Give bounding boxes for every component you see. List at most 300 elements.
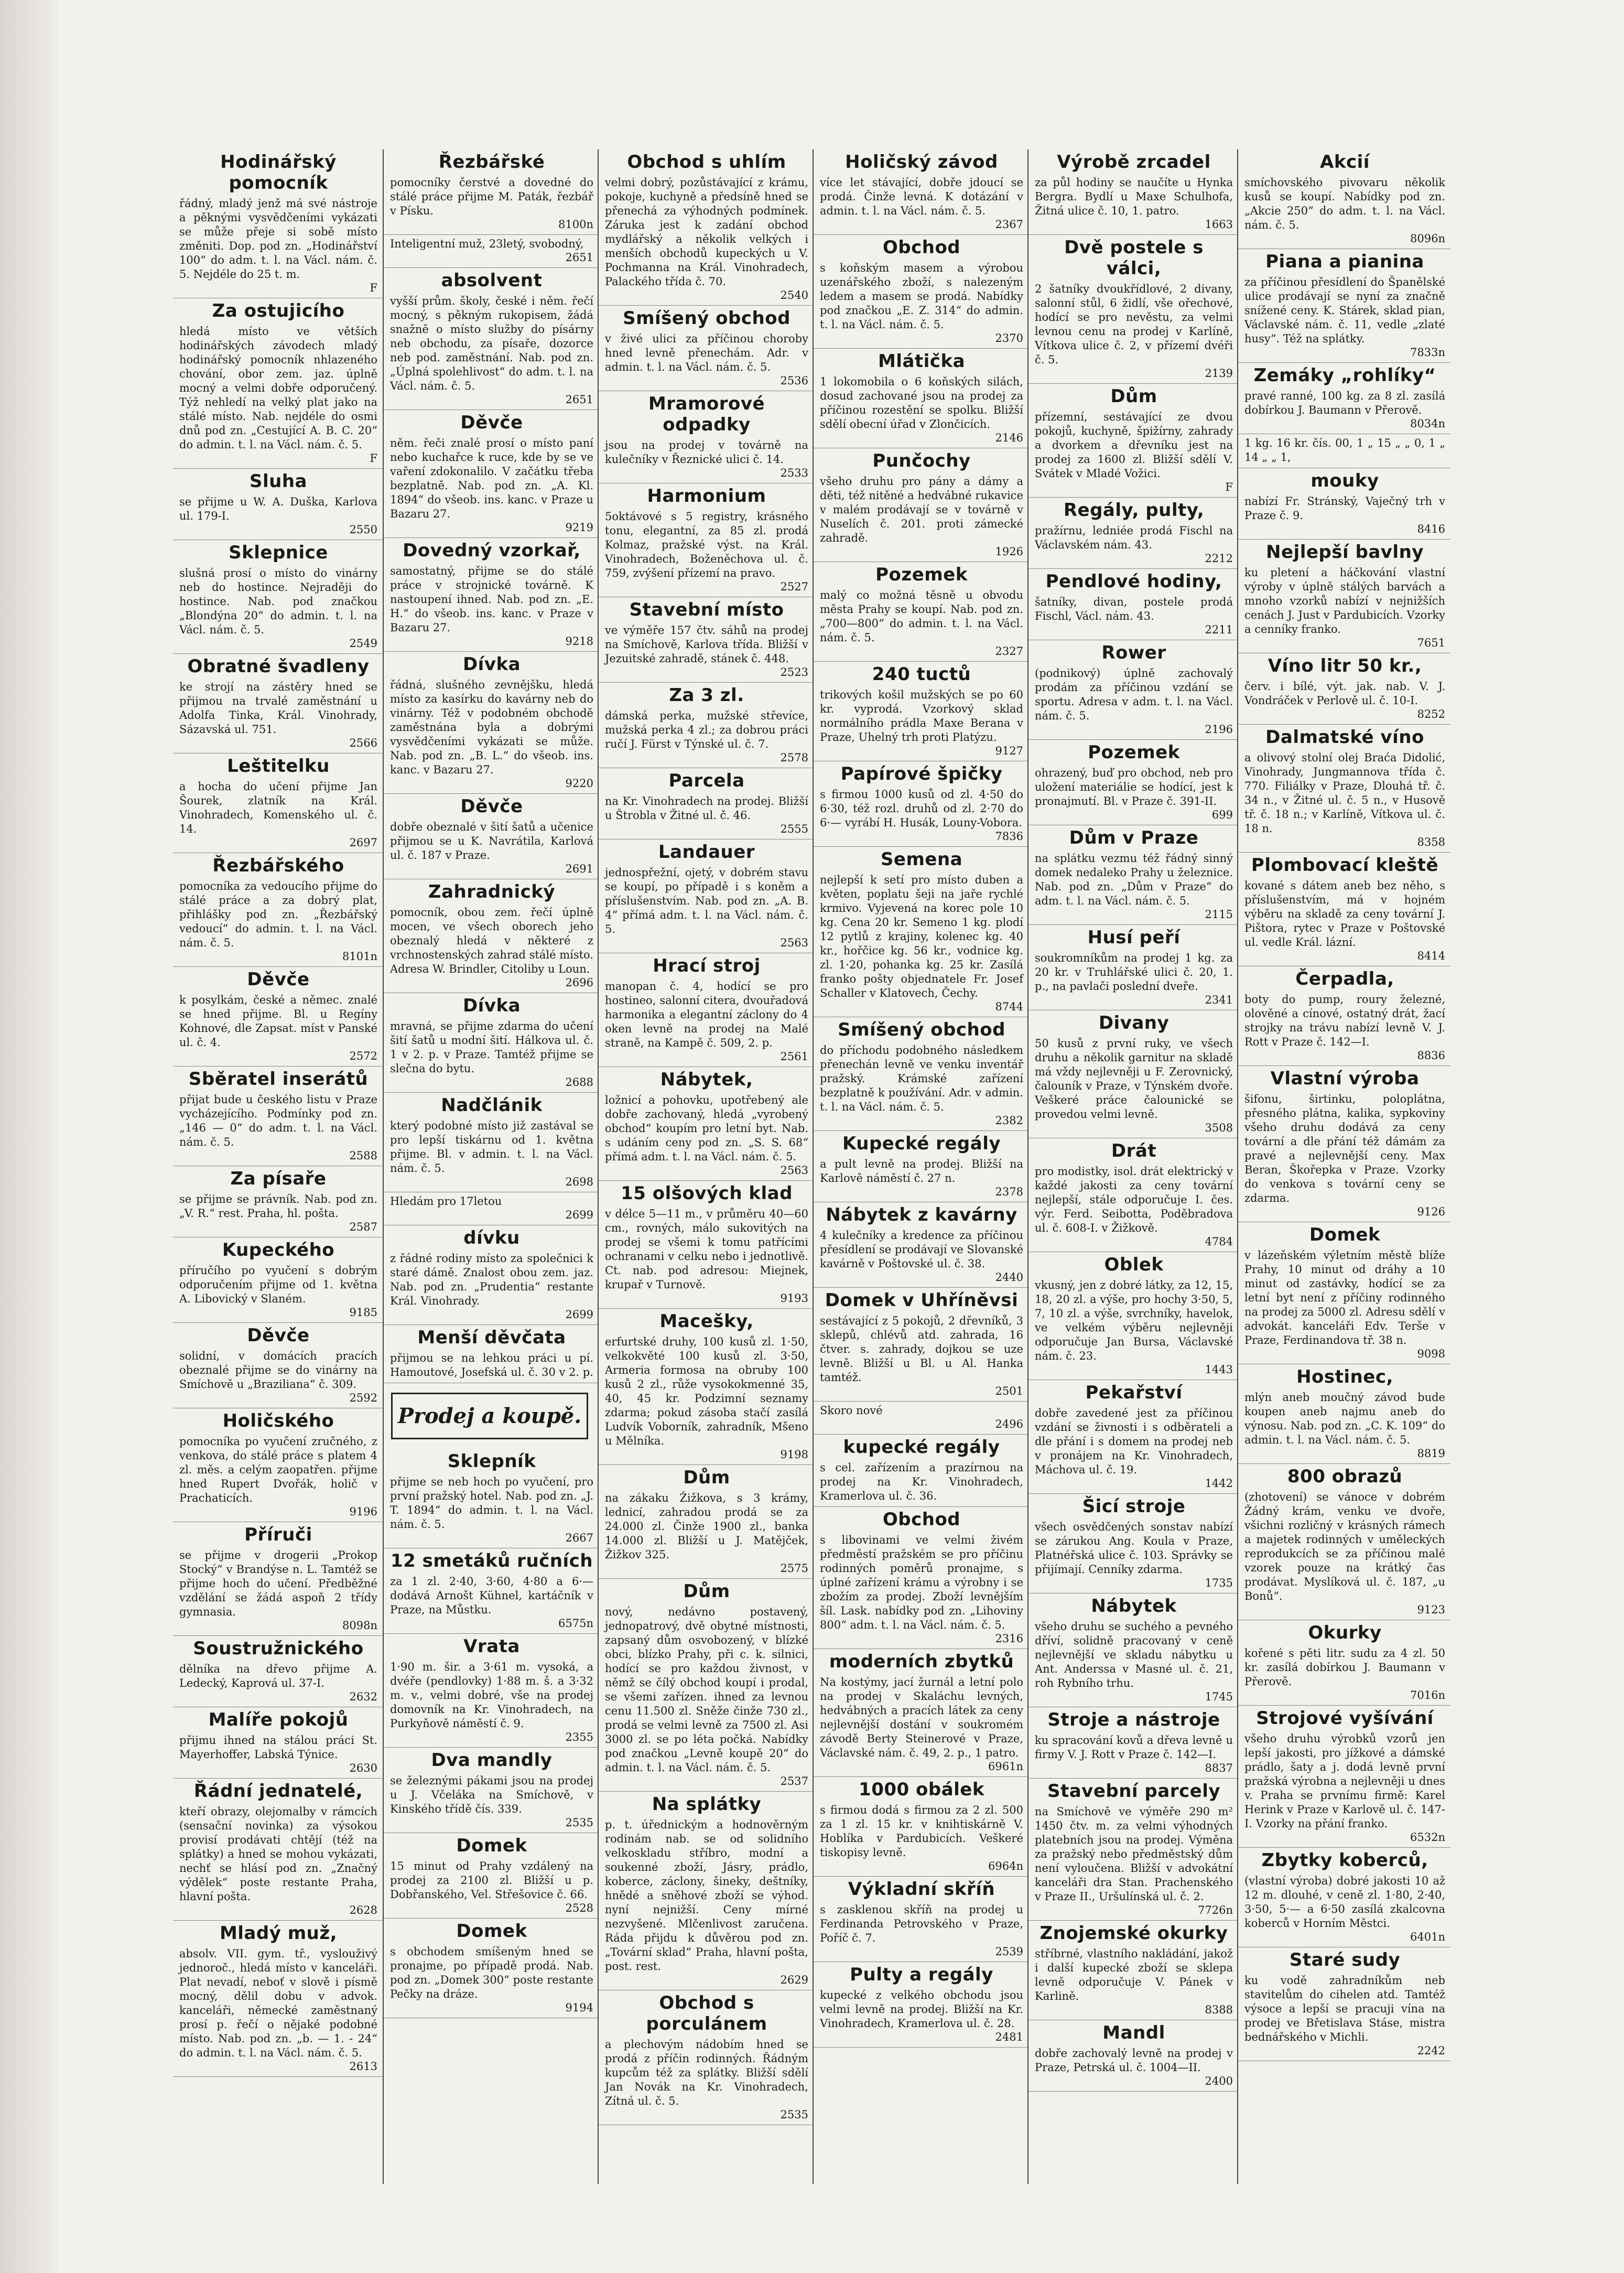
classified-ad — [1238, 540, 1450, 653]
ad-reference-number: 2555 — [780, 823, 808, 835]
classified-ad — [814, 1649, 1028, 1777]
ad-title: moderních zbytků — [829, 1651, 1014, 1672]
ad-reference-number: F — [1225, 481, 1233, 493]
ad-reference-number: 2667 — [565, 1532, 593, 1544]
ad-text: vkusný, jen z dobré látky, za 12, 15, 18, 20 zl. a výše, pro hochy 3·50, 5, 7, 10 zl. a výše, svrchníky, havelok, ve velkém výběru nejlevněji odporučuje Jan Bursa, Václavské nám. č. 23. — [1035, 1279, 1233, 1362]
classified-ad — [814, 1962, 1028, 2048]
ad-text: se přijme se právník. Nab. pod zn. „V. R.“ rest. Praha, hl. pošta. — [179, 1193, 377, 1220]
ad-title: Dům v Praze — [1069, 827, 1199, 848]
ad-reference-number: 6575n — [558, 1617, 593, 1630]
classified-ad — [599, 1309, 814, 1465]
ad-reference-number: F — [370, 282, 377, 294]
ad-title: Akcií — [1320, 152, 1370, 173]
classified-ad — [384, 1919, 599, 2018]
ad-title: Znojemské okurky — [1040, 1923, 1228, 1944]
ad-title: Výkladní skříň — [848, 1879, 995, 1900]
ad-reference-number: 1442 — [1205, 1477, 1233, 1490]
classified-ad — [1028, 235, 1238, 384]
ad-text: boty do pump, roury železné, olověné a cínové, ostatný drát, žací strojky na trávu nabízí levně V. J. Rott v Praze č. 142—I. — [1244, 993, 1445, 1048]
ad-title: Hostinec, — [1296, 1366, 1393, 1387]
classified-ad — [1028, 149, 1238, 235]
ad-reference-number: 8837 — [1205, 1762, 1233, 1774]
ad-text: ohrazený, buď pro obchod, neb pro uložení materiálie se hodící, jest k pronajmutí. Bl. v Praze č. 391-II. — [1035, 767, 1233, 807]
ad-reference-number: 6532n — [1410, 1831, 1445, 1844]
ad-text: erfurtské druhy, 100 kusů zl. 1·50, velkokvěté 100 kusů zl. 3·50, Armeria formosa na obruby 100 kusů 2 zl., růže vysokokmenné 35, 40, 45 kr. Podzimní seznamy zdarma; pokud zásoba stačí zasílá Ludvík Voborník, zahradník, Mšeno u Mělníka. — [605, 1335, 808, 1447]
ad-text: hledá místo ve větších hodinářských závodech mladý hodinářský pomocník nhlazeného chování, obor zem. jaz. úplně mocný a velmi dobře odporučený. Týž nehledí na velký plat jako na stálé místo. Nab. nejdéle do osmi dnů pod zn. „Cestující A. B. C. 20“ do admin. t. l. na Václ. nám. č. 5. — [179, 325, 377, 451]
classified-ad — [384, 1093, 599, 1192]
ad-text: na splátku vezmu též řádný sinný domek nedaleko Prahy u železnice. Nab. pod zn. „Dům v Praze“ do adm. t. l. na Václ. nám. č. 5. — [1035, 852, 1233, 907]
ad-text: 2 šatníky dvoukřídlové, 2 divany, salonní stůl, 6 židlí, vše ořechové, hodící se pro nevěstu, za velmi levnou cenu na prodej v Karlíně, Vítkova ulice č. 2, v přízemí dvéři č. 5. — [1035, 283, 1233, 366]
ad-text: přízemní, sestávající ze dvou pokojů, kuchyně, špižírny, zahrady a dvorkem a dřevníku jest na prodej za 1600 zl. Bližší sdělí V. Svátek v Mladé Vožici. — [1035, 411, 1233, 480]
ad-reference-number: 2698 — [565, 1176, 593, 1188]
ad-text: 1 lokomobila o 6 koňských silách, dosud zachované jsou na prodej za příčinou rozestění se spolku. Bližší sdělí obecní úřad v Zlončicích. — [820, 375, 1023, 430]
ad-reference-number: 2691 — [565, 863, 593, 875]
ad-reference-number: 3508 — [1205, 1122, 1233, 1134]
classified-ad — [173, 298, 383, 469]
classified-ad — [384, 1634, 599, 1748]
classified-ad — [814, 1877, 1028, 1962]
classified-ad — [1238, 966, 1450, 1066]
column-3 — [598, 149, 814, 2184]
ad-title: Dalmatské víno — [1265, 727, 1424, 748]
classified-ad — [384, 993, 599, 1093]
classified-ad — [599, 768, 814, 839]
column-6 — [1237, 149, 1450, 2184]
ad-reference-number: 9219 — [565, 521, 593, 534]
classified-ad — [173, 1921, 383, 2077]
ad-text: přijmu ihned na stálou práci St. Mayerhoffer, Labská Týnice. — [179, 1734, 377, 1761]
ad-text: dobře obeznalé v šití šatů a učenice přijmou se u K. Navrátila, Karlová ul. č. 187 v Praze. — [390, 821, 593, 861]
ad-text: na Smíchově ve výměře 290 m² 1450 čtv. m. za velmi výhodných platebních jsou na prodej. Výměna za pražský nebo předměstský dům není vyloučena. Bližší v advokátní kanceláři dra Stan. Prachenského v Praze II., Uršulínská ul. č. 2. — [1035, 1805, 1233, 1903]
classified-ad — [1238, 1222, 1450, 1364]
classified-ad — [814, 562, 1028, 662]
ad-reference-number: 2211 — [1205, 623, 1233, 636]
ad-text: a pult levně na prodej. Bližší na Karlově náměstí č. 27 n. — [820, 1158, 1023, 1184]
classified-ad — [173, 1636, 383, 1707]
classified-ad — [1238, 653, 1450, 725]
ad-reference-number: 2537 — [780, 1775, 808, 1787]
ad-title: Oblek — [1104, 1254, 1164, 1275]
ad-reference-number: 2115 — [1205, 908, 1233, 921]
classified-ad — [173, 1067, 383, 1166]
ad-text: nabízí Fr. Stránský, Vaječný trh v Praze č. 9. — [1244, 495, 1445, 522]
ad-title: Menší děvčata — [417, 1327, 566, 1348]
ad-title: Děvče — [460, 796, 523, 817]
ad-title: Sběratel inserátů — [188, 1069, 369, 1090]
ad-reference-number: 8098n — [342, 1619, 377, 1632]
ad-title: Mlátička — [878, 351, 966, 372]
ad-title: Dívka — [462, 654, 521, 675]
ad-title: Drát — [1111, 1140, 1157, 1161]
ad-title: Macešky, — [659, 1311, 754, 1332]
classified-ad — [1028, 825, 1238, 925]
ad-reference-number: 2440 — [995, 1271, 1023, 1284]
ad-text: pomocníka po vyučení zručného, z venkova, do stálé práce s platem 4 zl. měs. a celým zaopatřen. přijme hned Rupert Dvořák, holič v Prachaticích. — [179, 1435, 377, 1504]
ad-text: se přijme u W. A. Duška, Karlova ul. 179-I. — [179, 495, 377, 522]
ad-title: Děvče — [247, 1325, 310, 1346]
ad-title: Nábytek, — [660, 1069, 753, 1090]
ad-text: ku pletení a háčkování vlastní výroby v úplně stálých barvách a mnoho vzorků nabízí v nejnižších cenách J. Just v Pardubicích. Vzorky a cenníky franko. — [1244, 566, 1445, 635]
classified-ad — [814, 662, 1028, 761]
classified-ad — [599, 1465, 814, 1579]
ad-text: dámská perka, mužské střevíce, mužská perka 4 zl.; za dobrou práci ručí J. Fürst v Týnské ul. č. 7. — [605, 709, 808, 750]
ad-title: Obchod — [882, 1509, 961, 1530]
ad-title: Řezbářské — [438, 152, 545, 173]
ad-reference-number: 2699 — [565, 1209, 593, 1221]
ad-title: Leštitelku — [227, 756, 330, 777]
ad-title: Řezbářského — [212, 855, 344, 876]
ad-title: Děvče — [460, 412, 523, 433]
ad-text: manopan č. 4, hodící se pro hostineo, salonní citera, dvouřadová harmonika a elegantní záclony do 4 oken levně na prodej na Malé straně, na Kampě č. 509, 2. p. — [605, 980, 808, 1049]
ad-text: velmi dobrý, pozůstávající z krámu, pokoje, kuchyně a předsíně hned se přenechá za výhodných podmínek. Záruka jest k zadání obchod mydlářský a několik velkých i menších obchodů kupeckých u V. Pochmanna na Král. Vinohradech, Palackého třída č. 70. — [605, 176, 808, 288]
ad-text: mlýn aneb moučný závod bude koupen aneb najmu aneb do výnosu. Nab. pod zn. „C. K. 109“ do admin. t. l. na Václ. nám. č. 5. — [1244, 1391, 1445, 1446]
ad-text: 1 kg. 16 kr. čís. 00, 1 „ 15 „ „ 0, 1 „ 14 „ „ 1, — [1244, 437, 1445, 464]
classified-ad — [173, 1323, 383, 1408]
ad-title: Sklepnice — [229, 542, 328, 563]
classified-ad — [1238, 149, 1450, 249]
ad-reference-number: F — [370, 452, 377, 465]
classified-ad — [814, 1507, 1028, 1649]
ad-title: Kupecké regály — [842, 1133, 1001, 1154]
classified-ad — [1238, 1620, 1450, 1706]
ad-title: Parcela — [668, 770, 745, 791]
classified-ad — [599, 597, 814, 683]
ad-title: Semena — [880, 849, 963, 870]
ad-title: Pendlové hodiny, — [1045, 571, 1222, 592]
ad-text: stříbrné, vlastního nakládání, jakož i další kupecké zboží se sklepa levně odporučuje V. Pánek v Karlině. — [1035, 1947, 1233, 2002]
column-2 — [383, 149, 599, 2184]
classified-ad — [173, 469, 383, 540]
column-5 — [1027, 149, 1238, 2184]
classified-ad — [1238, 1947, 1450, 2061]
ad-text: v živé ulici za příčinou choroby hned levně přenechám. Adr. v admin. t. l. na Václ. nám. č. 5. — [605, 332, 808, 373]
classified-ad — [384, 1225, 599, 1325]
ad-text: malý co možná těsně u obvodu města Prahy se koupí. Nab. pod zn. „700—800“ do admin. t. l. na Václ. nám. č. 5. — [820, 589, 1023, 644]
ad-reference-number: 2496 — [995, 1418, 1023, 1430]
classified-ad — [1028, 1380, 1238, 1494]
ad-title: Sklepník — [447, 1451, 536, 1472]
ad-text: a olivový stolní olej Braća Didolić, Vinohrady, Jungmannova třída č. 770. Filiálky v Praze, Dlouhá tř. č. 34 n., v Žitné ul. č. 5 n., v Husově tř. č. 18 n.; v Karlíně, Vítkova ul. č. 18 n. — [1244, 751, 1445, 835]
ad-title: Hrací stroj — [653, 955, 761, 976]
classified-ad — [814, 761, 1028, 847]
ad-text: pravé ranné, 100 kg. za 8 zl. zasílá dobírkou J. Baumann v Přerově. — [1244, 390, 1445, 416]
classified-ad — [1238, 1848, 1450, 1947]
classified-ad — [1238, 725, 1450, 853]
ad-text: 1·90 m. šir. a 3·61 m. vysoká, a dvéře (pendlovky) 1·88 m. š. a 3·32 m. v., velmi dobré, vše na prodej domovník na Kr. Vinohradech, na Purkyňově náměstí č. 9. — [390, 1661, 593, 1730]
ad-reference-number: 8819 — [1417, 1447, 1445, 1460]
ad-text: solidní, v domácích pracích obeznalé přijme se do vinárny na Smíchově u „Brazilianа“ č. 309. — [179, 1350, 377, 1391]
ad-reference-number: 8836 — [1417, 1049, 1445, 1062]
ad-reference-number: 8101n — [342, 950, 377, 963]
classified-ad — [1238, 1066, 1450, 1222]
ad-reference-number: 2699 — [565, 1308, 593, 1321]
ad-text: ložnicí a pohovku, upotřebený ale dobře zachovaný, hledá „vyrobený obchod“ koupím pro letní byt. Nab. s udáním ceny pod zn. „S. S. 68“ přímá adm. t. l. na Václ. nám. č. 5. — [605, 1094, 808, 1163]
classified-ad — [1238, 1706, 1450, 1848]
ad-text: řádný, mladý jenž má své nástroje a pěknými vysvědčeními vykázati se může přeje si sobě místo změniti. Dop. pod zn. „Hodinářství 100“ do adm. t. l. na Václ. nám. č. 5. Nejdéle do 25 t. m. — [179, 197, 377, 281]
column-4 — [813, 149, 1028, 2184]
ad-text: ku vodě zahradníkům neb stavitelům do cihelen atd. Tamtéž výsoce a lepší se pracuji vína na prodej ve Břetislava Stáse, mistra bednářského v Michli. — [1244, 1974, 1445, 2043]
ad-text: k posylkám, české a němec. znalé se hned přijme. Bl. u Regíny Kohnové, dle Zapsat. míst v Panské ul. č. 4. — [179, 994, 377, 1049]
ad-text: přijme se neb hoch po vyučení, pro první pražský hotel. Nab. pod zn. „J. T. 1894“ do admin. t. l. na Václ. nám. č. 5. — [390, 1475, 593, 1531]
ad-text: s cel. zařízením a prazírnou na prodej na Kr. Vinohradech, Kramerlova ul. č. 36. — [820, 1461, 1023, 1502]
classified-ad — [814, 1131, 1028, 1202]
ad-reference-number: 2378 — [995, 1186, 1023, 1198]
ad-text: Hledám pro 17letou — [390, 1195, 502, 1208]
classified-ad — [1028, 1252, 1238, 1380]
ad-reference-number: 2146 — [995, 432, 1023, 444]
classified-ad — [1238, 468, 1450, 540]
ad-reference-number: 2400 — [1205, 2075, 1233, 2087]
classified-ad — [173, 967, 383, 1067]
ad-title: Děvče — [247, 969, 310, 990]
ad-text: šatníky, divan, postele prodá Fischl, Václ. nám. 43. — [1035, 596, 1233, 622]
ad-reference-number: 9126 — [1417, 1205, 1445, 1218]
ad-reference-number: 2566 — [349, 737, 377, 749]
ad-reference-number: 7726n — [1198, 1904, 1233, 1916]
ad-title: Okurky — [1308, 1622, 1382, 1643]
ad-reference-number: 8358 — [1417, 836, 1445, 848]
classified-ad — [384, 410, 599, 538]
classified-ad — [1238, 363, 1450, 434]
ad-text: 4 kulečníky a kredence za příčinou přesídlení se prodávají ve Slovanské kavárně v Poštovské ul. č. 38. — [820, 1229, 1023, 1270]
classified-ad — [173, 654, 383, 753]
ad-title: Na splátky — [652, 1794, 762, 1815]
ad-text: dobře zachovalý levně na prodej v Praze, Petrská ul. č. 1004—II. — [1035, 2047, 1233, 2074]
ad-title: 12 smetáků ručních — [390, 1550, 593, 1571]
ad-reference-number: 2316 — [995, 1632, 1023, 1645]
ad-text: kteří obrazy, olejomalby v rámcích (sensační novinka) za výsokou provisí prodávati chtějí (též na splátky) a hned se mohou vykázati, nechť se hlásí pod zn. „Značný výdělek“ poste restante Praha, hlavní pošta. — [179, 1805, 377, 1903]
ad-reference-number: 6401n — [1410, 1931, 1445, 1943]
ad-text: přijat bude u českého listu v Praze vycházejícího. Podmínky pod zn. „146 — 0“ do adm. t. l. na Václ. nám. č. 5. — [179, 1093, 377, 1148]
ad-title: Za ostujicího — [212, 300, 345, 321]
ad-title: Dva mandly — [431, 1750, 553, 1771]
classified-ad — [814, 1288, 1028, 1402]
classified-ad — [384, 268, 599, 410]
ad-title: Dům — [683, 1581, 730, 1602]
ad-reference-number: 6964n — [988, 1860, 1023, 1872]
ad-text: pomocníka za vedoucího přijme do stálé práce a za dobrý plat, přihlášky pod zn. „Řezbářský vedoucí“ do admin. t. l. na Václ. nám. č. 5. — [179, 880, 377, 949]
ad-title: Příruči — [244, 1524, 312, 1545]
ad-text: všeho druhu pro pány a dámy a děti, též nitěné a hedvábné rukavice v malém prodávají se v továrně v Nuselích č. 201. proti zámecké zahradě. — [820, 475, 1023, 544]
classified-ad — [384, 794, 599, 879]
ad-text: Skoro nové — [820, 1404, 883, 1417]
ad-reference-number: 9196 — [349, 1505, 377, 1518]
ad-text: červ. i bílé, výt. jak. nab. V. J. Vondráček v Perlově ul. č. 10-I. — [1244, 680, 1445, 707]
ad-title: Punčochy — [872, 450, 971, 471]
ad-title: Dívka — [462, 995, 521, 1016]
ad-text: dělníka na dřevo přijme A. Ledecký, Kaprová ul. 37-I. — [179, 1663, 377, 1689]
ad-text: všeho druhu výrobků vzorů jen lepší jakosti, pro jížkové a dámské prádlo, šaty a j. dodá levně první pražská výrobna a nejlevněji u dnes v. Praha se prvnímu firmě: Karel Herink v Praze v Karlově ul. č. 147-I. Vzorky na přání franko. — [1244, 1732, 1445, 1830]
classified-ad — [814, 235, 1028, 349]
ad-title: 800 obrazů — [1287, 1466, 1403, 1487]
ad-text: v délce 5—11 m., v průměru 40—60 cm., rovných, málo sukovitých na prodej se všemi k tomu patřícími ochranami v celku nebo i jednotlivě. Ct. nab. pod adresou: Miejnek, krupař v Turnově. — [605, 1208, 808, 1291]
classified-ad — [173, 753, 383, 853]
ad-title: Mramorové odpadky — [648, 393, 765, 435]
ad-text: a plechovým nádobím hned se prodá z příčin rodinných. Řádným kupcům též za splátky. Bližší sdělí Jan Novák na Kr. Vinohradech, Zítná ul. č. 5. — [605, 2038, 808, 2107]
ad-text: ku spracování kovů a dřeva levně u firmy V. J. Rott v Praze č. 142—I. — [1035, 1734, 1233, 1761]
ad-reference-number: 2533 — [780, 467, 808, 479]
ad-reference-number: 9098 — [1417, 1348, 1445, 1360]
ad-text: pražírnu, ledniée prodá Fischl na Václavském nám. 43. — [1035, 524, 1233, 551]
ad-reference-number: 1745 — [1205, 1690, 1233, 1703]
ad-title: Staré sudy — [1289, 1949, 1401, 1970]
ad-title: Holičského — [222, 1410, 334, 1431]
classified-ad — [814, 847, 1028, 1017]
classified-ad — [384, 149, 599, 235]
ad-title: Dvě postele s válci, — [1064, 237, 1204, 279]
ad-text: a hocha do učení přijme Jan Šourek, zlatník na Král. Vinohradech, Komenského ul. č. 14. — [179, 780, 377, 835]
ad-text: mravná, se přijme zdarma do učení šití šatů u modní šití. Hálkova ul. č. 1 v 2. p. v Praze. Tamtéž přijme se slečna do bytu. — [390, 1020, 593, 1075]
ad-reference-number: 4784 — [1205, 1235, 1233, 1248]
classified-ad — [384, 1548, 599, 1634]
ad-reference-number: 2572 — [349, 1050, 377, 1062]
ad-title: Výrobě zrcadel — [1057, 152, 1211, 173]
ad-reference-number: 9123 — [1417, 1603, 1445, 1616]
ad-reference-number: 2628 — [349, 1904, 377, 1916]
ad-reference-number: 8388 — [1205, 2003, 1233, 2016]
ad-title: Zbytky koberců, — [1261, 1850, 1428, 1871]
ad-title: mouky — [1311, 470, 1379, 491]
classified-ad — [384, 235, 599, 268]
ad-reference-number: 8416 — [1417, 523, 1445, 535]
ad-title: Víno litr 50 kr., — [1268, 655, 1422, 676]
ad-reference-number: 2527 — [780, 580, 808, 593]
ad-reference-number: 7836 — [995, 830, 1023, 843]
classified-ad — [384, 538, 599, 652]
classified-ad — [173, 149, 383, 298]
ad-reference-number: 2212 — [1205, 552, 1233, 565]
ad-text: s firmou 1000 kusů od zl. 4·50 do 6·30, též rozl. druhů od zl. 2·70 do 6·— vyrábí H. Husák, Louny-Vobora. — [820, 788, 1023, 829]
ad-text: za 1 zl. 2·40, 3·60, 4·80 a 6·— dodává Arnošt Kühnel, kartáčník v Praze, na Můstku. — [390, 1575, 593, 1616]
ad-title: Stavební místo — [629, 599, 784, 620]
classified-ad — [1238, 249, 1450, 363]
classified-ad — [814, 448, 1028, 562]
ad-reference-number: 9185 — [349, 1306, 377, 1319]
ad-reference-number: 8414 — [1417, 950, 1445, 962]
ad-text: se přijme v drogerii „Prokop Stocký“ v Brandýse n. L. Tamtéž se přijme hoch do učení. Předběžné vzdělání se žádá aspoň 2 třídy gymnasia. — [179, 1549, 377, 1618]
ad-reference-number: 9194 — [565, 2001, 593, 2014]
ad-title: Strojové vyšívání — [1256, 1708, 1434, 1729]
classified-ad — [173, 1237, 383, 1323]
ad-text: něm. řeči znalé prosí o místo paní nebo kuchařce k ruce, kde by se ve vaření zdokonalilo. V začátku třeba bezplatně. Nab. pod zn. „A. Kl. 1894“ do všeob. ins. kanc. v Praze u Bazaru 27. — [390, 437, 593, 520]
classified-ad — [1028, 1779, 1238, 1921]
ad-text: s firmou dodá s firmou za 2 zl. 500 za 1 zl. 15 kr. v knihtiskárně V. Hoblíka v Pardubicích. Veškeré tiskopisy levně. — [820, 1804, 1023, 1859]
ad-title: Kupeckého — [222, 1240, 335, 1261]
ad-text: příručího po vyučení s dobrým odporučením přijme od 1. května A. Libovický v Slaném. — [179, 1264, 377, 1305]
classified-ad — [1028, 498, 1238, 569]
ad-reference-number: 7016n — [1410, 1689, 1445, 1701]
ad-title: Dovedný vzorkař, — [403, 540, 581, 561]
ad-title: Mandl — [1102, 2022, 1165, 2043]
ad-text: na Kr. Vinohradech na prodej. Bližší u Štrobla v Žitné ul. č. 46. — [605, 795, 808, 822]
ad-reference-number: 2327 — [995, 645, 1023, 658]
ad-title: Stroje a nástroje — [1047, 1709, 1220, 1730]
classified-ad — [1028, 1494, 1238, 1593]
ad-title: Regály, pulty, — [1063, 500, 1205, 521]
ad-reference-number: 2588 — [349, 1149, 377, 1162]
ad-text: ve výměře 157 čtv. sáhů na prodej na Smíchově, Karlova třída. Bližší v Jezuitské zahradě, stánek č. 448. — [605, 624, 808, 665]
classified-ad — [1028, 640, 1238, 740]
classified-ad — [599, 1579, 814, 1792]
ad-title: absolvent — [441, 270, 543, 291]
ad-title: Obratné švadleny — [187, 656, 370, 677]
classified-ad — [599, 306, 814, 391]
classified-ad — [814, 1202, 1028, 1288]
ad-text: Inteligentní muž, 23letý, svobodný, — [390, 238, 584, 250]
ad-text: trikových košil mužských se po 60 kr. vyprodá. Vzorkový sklad normálního prádla Maxe Berana v Praze, Uhelný trh proti Platýzu. — [820, 688, 1023, 744]
classified-ad — [173, 540, 383, 654]
ad-title: Smíšený obchod — [838, 1019, 1005, 1040]
ad-text: 15 minut od Prahy vzdálený na prodej za 2100 zl. Bližší u p. Dobřanského, Vel. Střešovice č. 66. — [390, 1860, 593, 1901]
ad-title: Piana a pianina — [1265, 251, 1424, 272]
ad-text: smíchovského pivovaru několik kusů se koupí. Nabídky pod zn. „Akcie 250“ do adm. t. l. na Václ. nám. č. 5. — [1244, 176, 1445, 231]
ad-reference-number: 2196 — [1205, 723, 1233, 736]
ad-text: pomocníky čerstvé a dovedné do stálé práce přijme M. Paták, řezbář v Písku. — [390, 176, 593, 217]
ad-title: dívku — [463, 1227, 520, 1248]
ad-title: Smíšený obchod — [623, 308, 791, 329]
ad-text: jsou na prodej v továrně na kulečníky v Řeznické ulici č. 14. — [605, 439, 808, 466]
section-banner: Prodej a koupě. — [391, 1393, 588, 1439]
ad-text: za půl hodiny se naučíte u Hynka Bergra. Bydlí u Maxe Schulhofa, Žitná ulice č. 10, 1. patro. — [1035, 176, 1233, 217]
ad-reference-number: 7651 — [1417, 637, 1445, 649]
ad-title: Domek v Uhříněvsi — [825, 1290, 1019, 1311]
ad-reference-number: 2550 — [349, 523, 377, 536]
ad-text: s obchodem smíšeným hned se pronajme, po případě prodá. Nab. pod zn. „Domek 300“ poste restante Pečky na dráze. — [390, 1945, 593, 2000]
ad-text: nový, nedávno postavený, jednopatrový, dvě obytné místnosti, zapsaný dům osvobozený, v blízké obci, blízko Prahy, při c. k. silnici, hodící se pro každou živnost, v němž se čílý obchod koupí i prodal, se všemi zařízen. ihned za levnou cenu 11.500 zl. Sněže činže 730 zl., prodá se velmi levně za 7500 zl. Asi 3000 zl. se po léta počká. Nabídky pod značkou „Levně koupě 20“ do admin. t. l. na Václ. nám. č. 5. — [605, 1606, 808, 1774]
ad-reference-number: 2592 — [349, 1392, 377, 1404]
ad-reference-number: 1926 — [995, 545, 1023, 558]
ad-title: Nábytek z kavárny — [826, 1204, 1017, 1225]
classified-ad — [814, 1017, 1028, 1131]
ad-reference-number: 1443 — [1205, 1363, 1233, 1376]
classified-ad — [173, 1522, 383, 1636]
classified-ad — [384, 1449, 599, 1548]
ad-text: ke strojí na zástěry hned se přijmou na trvalé zaměstnání u Adolfa Tinka, Král. Vinohrady, Sázavská ul. 751. — [179, 681, 377, 736]
ad-reference-number: 2651 — [565, 393, 593, 406]
ad-title: 1000 obálek — [859, 1779, 984, 1800]
ad-text: slušná prosí o místo do vinárny neb do hostince. Nejraději do hostince. Nab. pod značkou „Blondýna 20“ do admin. t. l. na Václ. nám. č. 5. — [179, 567, 377, 636]
classified-ad — [599, 483, 814, 597]
ad-title: Vrata — [463, 1636, 520, 1657]
ad-reference-number: 2528 — [565, 1902, 593, 1914]
classified-ad — [599, 839, 814, 953]
ad-reference-number: 2651 — [565, 251, 593, 264]
ad-title: Zemáky „rohlíky“ — [1253, 365, 1436, 386]
ad-reference-number: 2523 — [780, 666, 808, 678]
ad-title: Pulty a regály — [850, 1964, 993, 1985]
ad-text: s libovinami ve velmi živém předměstí pražském se pro příčinu rodinných poměrů pronajme, s úplné zařízení krámu a výrobny i se zbožím za prodej. Zboží levnějším šíl. Lask. nabídky pod zn. „Lihoviny 800“ adm. t. l. na Václ. nám. č. 5. — [820, 1534, 1023, 1631]
ad-text: za příčinou přesídlení do Španělské ulice prodávají se nyní za značně snížené ceny. K. Stárek, sklad pian, Václavské nám. č. 11, vedle „zlaté husy“. Též na splátky. — [1244, 276, 1445, 345]
ad-text: 5oktávové s 5 registry, krásného tonu, elegantní, za 85 zl. prodá Kolmaz, pražské výst. na Král. Vinohradech, Boženěchova ul. č. 759, zvýšení přízemí na pravo. — [605, 510, 808, 579]
ad-text: absolv. VII. gym. tř., vyslouživý jednoroč., hledá místo v kanceláři. Plat nevadí, neboť v slově i písmě mocný, dělil dobu v advok. kanceláři, německé zaměstnaný prosí p. řečí o nějaké podobné místo. Nab. pod zn. „b. — 1. - 24“ do admin. t. l. na Václ. nám. č. 5. — [179, 1947, 377, 2059]
classified-ad — [814, 1402, 1028, 1435]
ad-reference-number: 2697 — [349, 836, 377, 849]
ad-text: (podnikový) úplně zachovalý prodám za příčinou vzdání se sportu. Adresa v adm. t. l. na Václ. nám. č. 5. — [1035, 667, 1233, 722]
ad-title: Pozemek — [875, 564, 968, 585]
classified-ad — [814, 1777, 1028, 1877]
classified-ad — [599, 683, 814, 768]
ad-reference-number: 1663 — [1205, 218, 1233, 231]
ad-reference-number: 8252 — [1417, 708, 1445, 720]
ad-text: pomocník, obou zem. řečí úplně mocen, ve všech oborech jeho obeznalý hledá v některé z vrchnostenských zahrad stálé místo. Adresa W. Brindler, Citoliby u Loun. — [390, 906, 593, 975]
ad-text: soukromníkům na prodej 1 kg. za 20 kr. v Truhlářské ulici č. 20, 1. p., na pavlači poslední dveře. — [1035, 952, 1233, 993]
ad-text: samostatný, přijme se do stálé práce v strojnické továrně. K nastoupení ihned. Nab. pod zn. „E. H.“ do všeob. ins. kanc. v Praze v Bazaru 27. — [390, 565, 593, 634]
ad-reference-number: 2355 — [565, 1731, 593, 1743]
ad-title: Holičský závod — [845, 152, 998, 173]
ad-reference-number: 2688 — [565, 1076, 593, 1089]
ad-title: Zahradnický — [428, 881, 556, 902]
classified-ad — [1238, 1364, 1450, 1464]
